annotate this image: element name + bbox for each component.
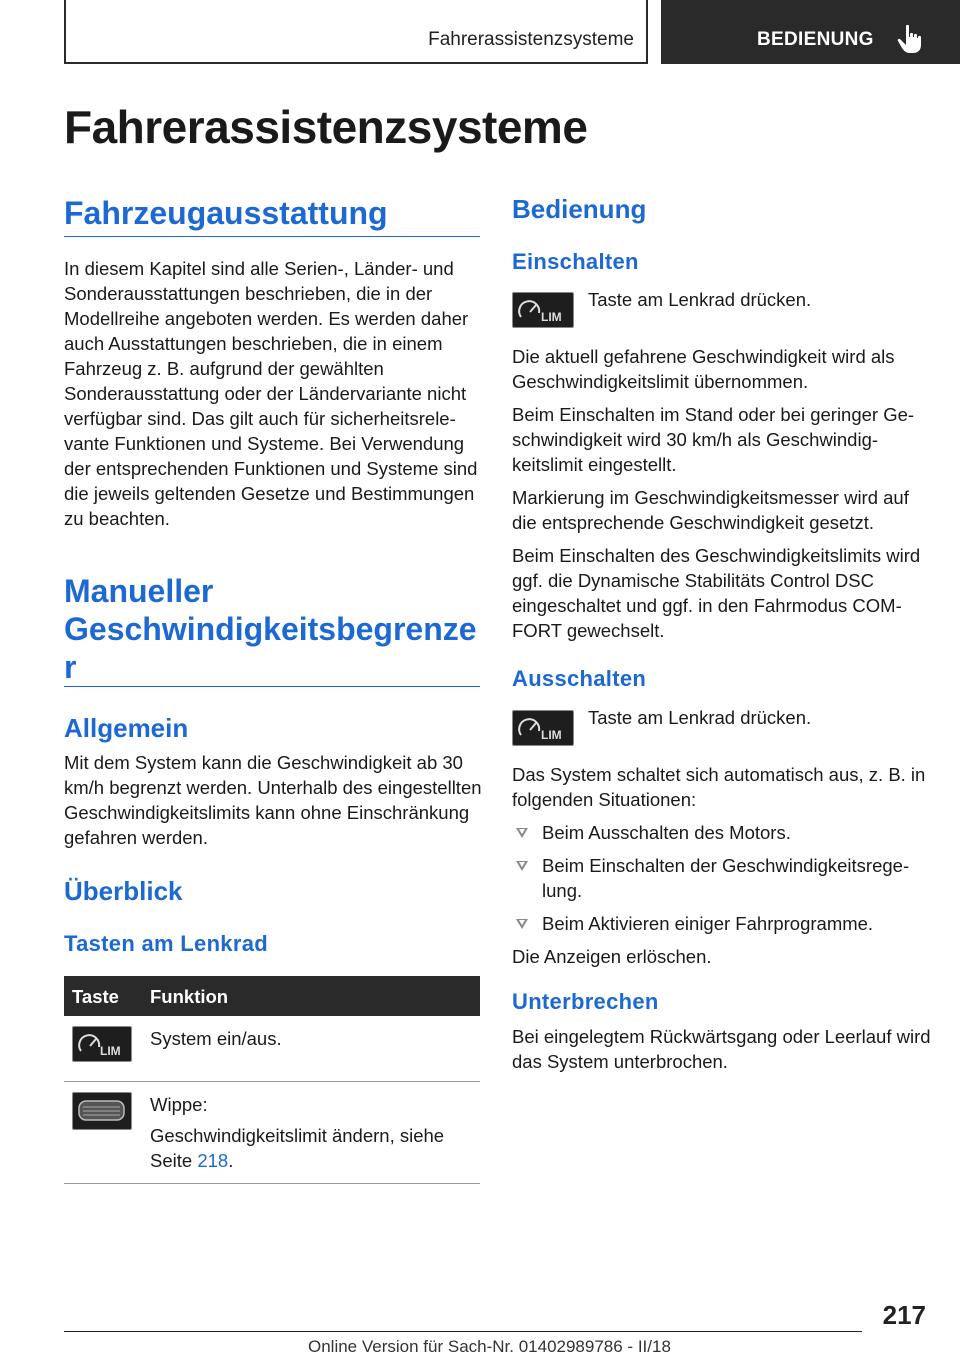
ausschalten-paragraphs xyxy=(512,762,932,969)
section-title-fahrzeugausstattung: Fahrzeugausstattung xyxy=(64,195,388,231)
ein-p4: Beim Einschalten des Geschwindigkeitslimits wird ggf. die Dynamische Stabilitäts Control DSC eingeschaltet und ggf. in den Fahrmodus COMFORT gewechselt. xyxy=(512,545,921,641)
ein-p3: Markierung im Geschwindigkeitsmesser wird auf die entsprechende Geschwindigkeit gesetzt. xyxy=(512,487,909,533)
table-row xyxy=(64,1082,480,1184)
allgemein-text: Mit dem System kann die Geschwindigkeit ab 30 km/h begrenzt werden. Unterhalb des eingestellten Geschwindigkeitslimits kann ohne Einschränkung gefahren werden. xyxy=(64,752,482,848)
paragraph-unterbrechen xyxy=(512,1024,932,1074)
speedometer-lim-icon xyxy=(513,711,572,744)
ein-p1: Die aktuell gefahrene Geschwindigkeit wird als Geschwindigkeitslimit übernommen. xyxy=(512,346,895,392)
lim-button-icon xyxy=(72,1026,132,1062)
list-item: Beim Ausschalten des Motors. xyxy=(512,820,932,845)
subsection-title-einschalten: Einschalten xyxy=(512,249,639,274)
svg-text:LIM: LIM xyxy=(100,1044,121,1058)
einschalten-action: Taste am Lenkrad drücken. xyxy=(588,289,812,310)
table-header-row xyxy=(64,976,480,1016)
page-title: Fahrerassistenzsysteme xyxy=(64,101,588,153)
fahrzeug-text: In diesem Kapitel sind alle Serien-, Länder- und Sonderausstattungen beschrieben, die in der Modellreihe angeboten werden. Es werden daher auch Ausstattungen beschrieben, die in einem Fahrzeug z. B. aufgrund der gewählten Sonderausstattung oder der Ländervariante nicht verfügbar sind. Das gilt auch für sicherheitsrelevante Funktionen und Systeme. Bei Verwendung der entsprechenden Funktionen und Systeme sind die jeweils geltenden Gesetze und Bestimmungen zu beachten. xyxy=(64,258,478,529)
table-row xyxy=(64,1016,480,1082)
section-rule xyxy=(64,686,480,687)
speedometer-lim-icon xyxy=(73,1027,130,1060)
row2-line2: Geschwindigkeitslimit ändern, siehe Seite 218. xyxy=(150,1125,445,1171)
rocker-switch-icon xyxy=(72,1092,132,1130)
page-link-218[interactable]: 218 xyxy=(197,1150,229,1171)
keys-table xyxy=(64,976,480,1184)
ausschalten-list xyxy=(512,820,932,936)
aus-p2: Die Anzeigen erlöschen. xyxy=(512,946,712,967)
online-version-note: Online Version für Sach-Nr. 01402989786 - II/18 xyxy=(308,1337,671,1356)
manueller-title-line3: r xyxy=(64,649,77,685)
svg-text:LIM: LIM xyxy=(541,310,562,324)
table-cell-function xyxy=(142,1016,480,1082)
section-rule xyxy=(64,236,480,237)
ausschalten-action: Taste am Lenkrad drücken. xyxy=(588,707,812,728)
header-section-title: Fahrerassistenzsysteme xyxy=(428,29,634,50)
unter-p1: Bei eingelegtem Rückwärtsgang oder Leerlauf wird das System unterbrochen. xyxy=(512,1026,931,1072)
paragraph-fahrzeugausstattung xyxy=(64,256,482,531)
lim-button-icon xyxy=(512,710,574,746)
manueller-title-line1: Manueller xyxy=(64,573,214,609)
list-item: Beim Einschalten der Geschwindigkeitsregelung. xyxy=(512,853,932,903)
header-chapter-title: BEDIENUNG xyxy=(757,29,874,50)
header-section-tab xyxy=(64,0,648,64)
section-title-bedienung: Bedienung xyxy=(512,194,647,224)
lim-button-icon xyxy=(512,292,574,328)
table-cell-key xyxy=(64,1016,142,1082)
hand-pointer-icon xyxy=(897,24,925,54)
row2-line1: Wippe: xyxy=(150,1094,208,1115)
subsection-title-allgemein: Allgemein xyxy=(64,713,189,743)
header-chapter-tab xyxy=(661,0,960,64)
speedometer-lim-icon xyxy=(513,293,572,326)
page-number: 217 xyxy=(882,1300,926,1330)
keys-table-wrapper xyxy=(64,976,480,1184)
table-cell-function xyxy=(142,1082,480,1184)
svg-text:LIM: LIM xyxy=(541,728,562,742)
row1-text: System ein/aus. xyxy=(150,1028,282,1049)
ein-p2: Beim Einschalten im Stand oder bei geringer Geschwindigkeit wird 30 km/h als Geschwindigkeitslimit eingestellt. xyxy=(512,404,915,475)
paragraph-allgemein xyxy=(64,750,482,850)
table-header-taste: Taste xyxy=(64,976,142,1016)
manueller-title-line2: Geschwindigkeitsbegrenze xyxy=(64,611,477,647)
einschalten-paragraphs xyxy=(512,344,932,643)
table-cell-key xyxy=(64,1082,142,1184)
list-item: Beim Aktivieren einiger Fahrprogramme. xyxy=(512,911,932,936)
subsection-title-unterbrechen: Unterbrechen xyxy=(512,989,659,1014)
subsection-title-ausschalten: Ausschalten xyxy=(512,666,647,691)
aus-p1: Das System schaltet sich automatisch aus, z. B. in folgenden Situationen: xyxy=(512,764,926,810)
section-title-manueller-begrenzer xyxy=(64,572,484,686)
table-header-funktion: Funktion xyxy=(142,976,480,1016)
subsection-title-ueberblick: Überblick xyxy=(64,876,183,906)
footer-rule xyxy=(64,1331,862,1332)
subsubsection-title-tasten: Tasten am Lenkrad xyxy=(64,931,268,956)
